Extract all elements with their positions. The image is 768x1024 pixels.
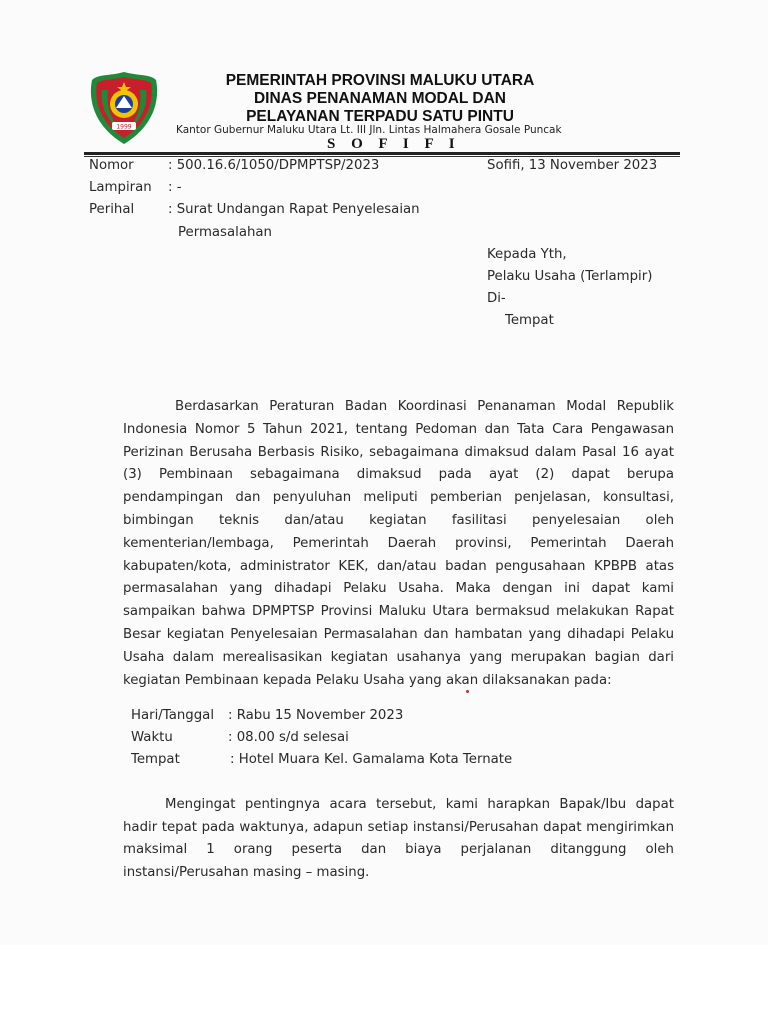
letterhead-line-3: PELAYANAN TERPADU SATU PINTU (246, 108, 514, 125)
recipient-line-2: Pelaku Usaha (Terlampir) (487, 269, 653, 284)
lampiran-label: Lampiran (89, 180, 152, 195)
schedule-time-label: Waktu (131, 730, 173, 745)
logo-year: 1999 (116, 123, 132, 131)
perihal-value-cont: Permasalahan (178, 225, 272, 240)
page-bottom-margin (0, 945, 768, 1024)
stray-mark (466, 690, 469, 693)
schedule-place-value: : Hotel Muara Kel. Gamalama Kota Ternate (230, 752, 513, 767)
perihal-value: : Surat Undangan Rapat Penyelesaian (168, 202, 420, 217)
letterhead-rule-thin (84, 156, 680, 157)
recipient-line-3: Di- (487, 291, 506, 306)
lampiran-value: : - (168, 180, 182, 195)
body-paragraph-1: Berdasarkan Peraturan Badan Koordinasi Penanaman Modal Republik Indonesia Nomor 5 Tahun 2021, tentang Pedoman dan Tata Cara Pengawasan Perizinan Berusaha Berbasis Risiko, sebagaimana dimaksud dalam Pasal 16 ayat (3) Pembinaan sebagaimana dimaksud pada ayat (2) dapat berupa pendampingan dan penyuluhan meliputi pemberian penjelasan, konsultasi, bimbingan teknis dan/atau kegiatan fasilitasi penyelesaian oleh kementerian/lembaga, Pemerintah Daerah provinsi, Pemerintah Daerah kabupaten/kota, administrator KEK, dan/atau badan pengusahaan KPBPB atas permasalahan yang dihadapi Pelaku Usaha. Maka dengan ini dapat kami sampaikan bahwa DPMPTSP Provinsi Maluku Utara bermaksud melakukan Rapat Besar kegiatan Penyelesaian Permasalahan dan hambatan yang dihadapi Pelaku Usaha dalam merealisasikan kegiatan usahanya yang merupakan bagian dari kegiatan Pembinaan kepada Pelaku Usaha yang akan dilaksanakan pada: (123, 399, 674, 688)
letter-date: Sofifi, 13 November 2023 (487, 158, 658, 173)
recipient-line-1: Kepada Yth, (487, 247, 567, 262)
recipient-line-4: Tempat (505, 313, 554, 328)
letterhead-city: S O F I F I (327, 136, 461, 152)
schedule-day-value: : Rabu 15 November 2023 (228, 708, 404, 723)
body-paragraph-2: Mengingat pentingnya acara tersebut, kami harapkan Bapak/Ibu dapat hadir tepat pada waktunya, adapun setiap instansi/Perusahan dapat mengirimkan maksimal 1 orang peserta dan biaya perjalanan ditanggung oleh instansi/Perusahan masing – masing. (123, 797, 674, 880)
letterhead-line-2: DINAS PENANAMAN MODAL DAN (253, 90, 507, 107)
letterhead-rule-thick (84, 152, 680, 155)
schedule-place-label: Tempat (131, 752, 180, 767)
letterhead-line-1: PEMERINTAH PROVINSI MALUKU UTARA (225, 72, 535, 89)
perihal-label: Perihal (89, 202, 135, 217)
schedule-time-value: : 08.00 s/d selesai (228, 730, 349, 745)
schedule-day-label: Hari/Tanggal (131, 708, 215, 723)
letterhead-address: Kantor Gubernur Maluku Utara Lt. III Jln. Lintas Halmahera Gosale Puncak (176, 124, 562, 136)
nomor-label: Nomor (89, 158, 134, 173)
provincial-emblem-logo (88, 70, 160, 146)
nomor-value: : 500.16.6/1050/DPMPTSP/2023 (168, 158, 380, 173)
